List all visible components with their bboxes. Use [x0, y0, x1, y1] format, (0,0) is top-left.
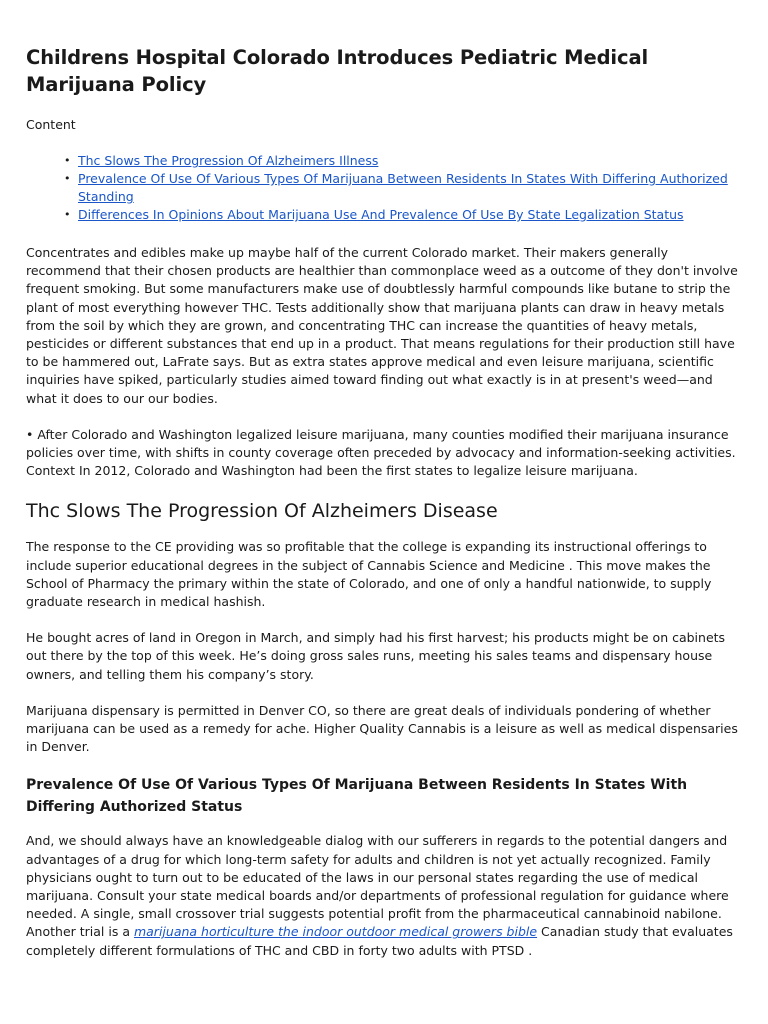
paragraph: • After Colorado and Washington legalized leisure marijuana, many counties modified their marijuana insurance policies over time, with shifts in county coverage often preceded by advocacy and information-seeking activities. Context In 2012, Colorado and Washington had been the first states to legalize leisure marijuana.	[26, 426, 736, 479]
paragraph-text: And, we should always have an knowledgeable dialog with our sufferers in regards to the potential dangers and advantages of a drug for which long-term safety for adults and children is not yet actually recognized. Family physicians ought to turn out to be educated of the laws in our personal states regarding the use of medical marijuana. Consult your state medical boards and/or departments of professional regulation for guidance where needed. A single, small crossover trial suggests potential profit from the pharmaceutical cannabinoid nabilone. Another trial is a	[26, 833, 729, 940]
toc-item	[64, 170, 744, 206]
page-title: Childrens Hospital Colorado Introduces Pediatric Medical Marijuana Policy	[26, 46, 649, 96]
paragraph: Marijuana dispensary is permitted in Denver CO, so there are great deals of individuals pondering of whether marijuana can be used as a remedy for ache. Higher Quality Cannabis is a leisure as well as medical dispensaries in Denver.	[26, 702, 738, 755]
bullet-icon: •	[64, 154, 71, 167]
paragraph: He bought acres of land in Oregon in March, and simply had his first harvest; his products might be on cabinets out there by the top of this week. He’s doing gross sales runs, meeting his sales teams and dispensary house owners, and telling them his company’s story.	[26, 630, 726, 682]
table-of-contents	[26, 152, 744, 224]
paragraph: The response to the CE providing was so profitable that the college is expanding its instructional offerings to include superior educational degrees in the subject of Cannabis Science and Medicine . This move makes the School of Pharmacy the primary within the state of Colorado, and one of only a handful nationwide, to supply graduate research in medical hashish.	[26, 539, 712, 610]
section-heading-alzheimers: Thc Slows The Progression Of Alzheimers Disease	[26, 500, 498, 523]
inline-link-growers-bible[interactable]: marijuana horticulture the indoor outdoor medical growers bible	[133, 924, 538, 940]
toc-link-differences[interactable]: Differences In Opinions About Marijuana Use And Prevalence Of Use By State Legalization Status	[78, 207, 684, 222]
toc-link-prevalence[interactable]: Prevalence Of Use Of Various Types Of Marijuana Between Residents In States With Differing Authorized Standing	[78, 171, 728, 204]
paragraph: Concentrates and edibles make up maybe half of the current Colorado market. Their makers generally recommend that their chosen products are healthier than commonplace weed as a outcome of they don't involve frequent smoking. But some manufacturers make use of doubtlessly harmful compounds like butane to strip the plant of most everything however THC. Tests additionally show that marijuana plants can draw in heavy metals from the soil by which they are grown, and concentrating THC can increase the quantities of heavy metals, pesticides or different substances that end up in a product. That means regulations for their production still have to be hammered out, LaFrate says. But as extra states approve medical and even leisure marijuana, scientific inquiries have spiked, particularly studies aimed toward finding out what exactly is in at present's weed—and what it does to our our bodies.	[26, 245, 738, 406]
toc-item	[64, 206, 744, 224]
toc-item	[64, 152, 744, 170]
bullet-icon: •	[64, 172, 71, 185]
toc-link-alzheimers[interactable]: Thc Slows The Progression Of Alzheimers Illness	[78, 153, 379, 168]
bullet-icon: •	[64, 208, 71, 221]
section-heading-prevalence: Prevalence Of Use Of Various Types Of Marijuana Between Residents In States With Differing Authorized Status	[26, 777, 688, 816]
paragraph	[26, 832, 744, 959]
paragraph-text: Canadian study that evaluates completely different formulations of THC and CBD in forty two adults with PTSD .	[26, 924, 733, 958]
toc-label: Content	[26, 117, 76, 132]
